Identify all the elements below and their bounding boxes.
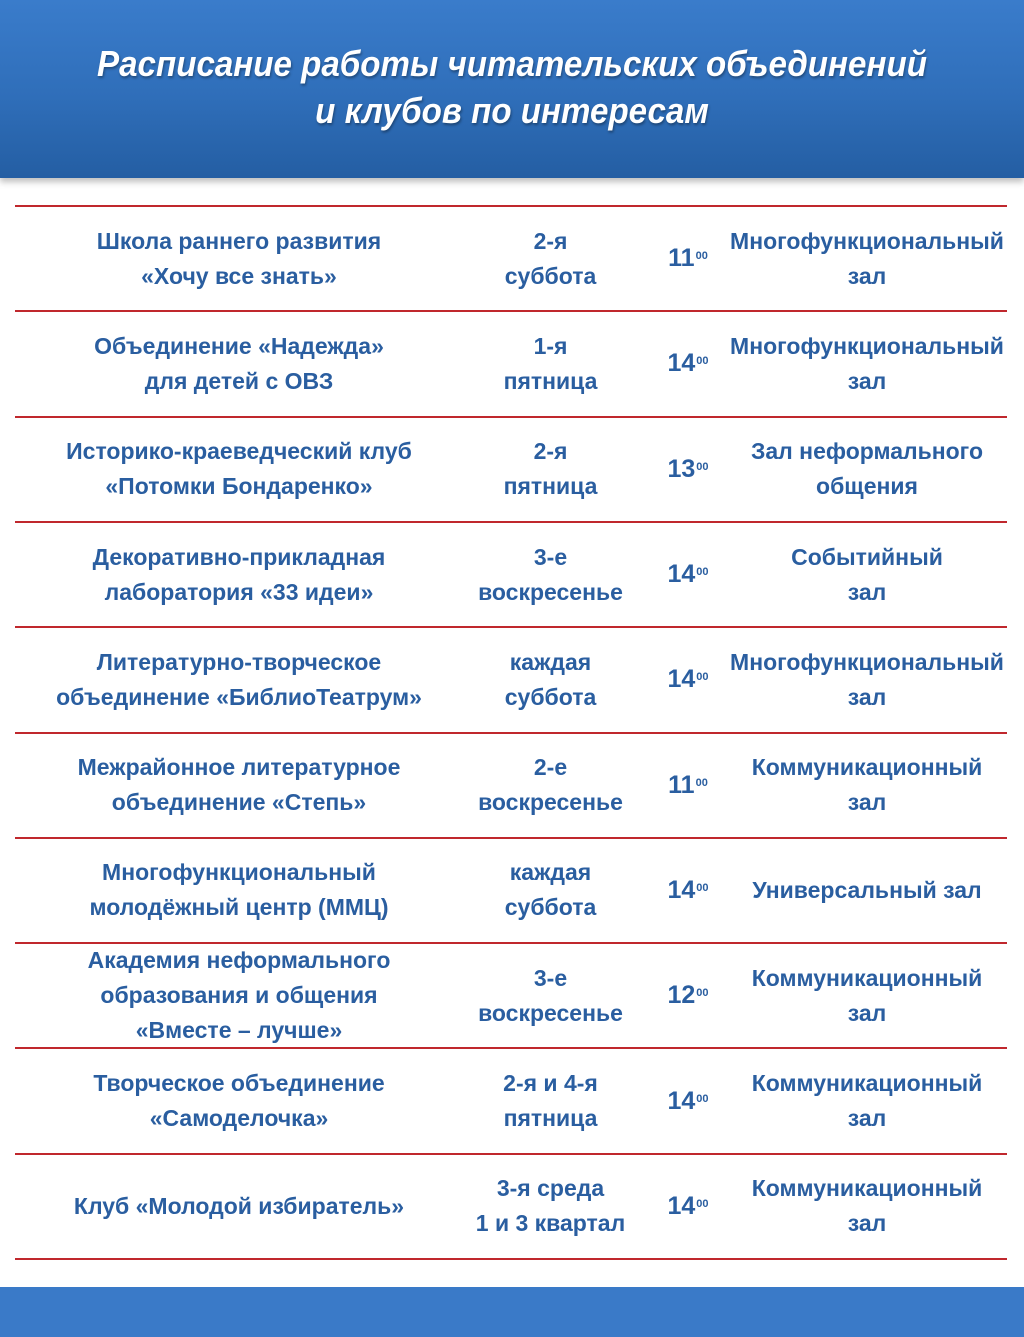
meeting-day-line: 3-е — [533, 964, 568, 991]
meeting-day — [463, 312, 638, 415]
club-name-line: для детей с ОВЗ — [144, 367, 334, 394]
table-row — [15, 207, 1007, 310]
meeting-day-line: 3-я среда — [496, 1175, 605, 1202]
page-title-line-1: Расписание работы читательских объединений — [97, 43, 927, 84]
hall-name-line: общения — [816, 473, 918, 500]
club-name-line: «Самоделочка» — [149, 1105, 329, 1132]
meeting-time-hours: 14 — [667, 1191, 696, 1220]
hall-name-line: зал — [847, 367, 887, 394]
hall-name-line: Универсальный зал — [752, 876, 982, 903]
meeting-day-line: каждая — [509, 859, 592, 886]
meeting-time-hours: 14 — [667, 349, 696, 378]
meeting-time-minutes: 00 — [696, 566, 709, 579]
club-name-line: лаборатория «33 идеи» — [104, 578, 374, 605]
meeting-time-hours: 11 — [668, 244, 695, 273]
hall-name — [721, 523, 1013, 626]
hall-name-line: Событийный — [791, 543, 943, 570]
club-name-line: образования и общения — [100, 982, 378, 1009]
meeting-time-minutes: 00 — [696, 460, 709, 473]
meeting-day-line: суббота — [504, 262, 597, 289]
meeting-day-line: пятница — [503, 473, 598, 500]
table-row — [15, 1049, 1007, 1152]
hall-name — [721, 628, 1013, 731]
meeting-day — [463, 628, 638, 731]
meeting-time-minutes: 00 — [696, 1197, 709, 1210]
meeting-time-hours: 13 — [667, 454, 696, 483]
meeting-time-hours: 12 — [667, 981, 696, 1010]
hall-name-line: зал — [847, 1105, 887, 1132]
hall-name — [721, 418, 1013, 521]
meeting-time-value — [668, 241, 708, 276]
meeting-time-minutes: 00 — [696, 355, 709, 368]
club-name — [15, 1155, 463, 1258]
table-row — [15, 523, 1007, 626]
meeting-day-line: 2-я и 4-я — [503, 1070, 598, 1097]
hall-name-line: зал — [847, 578, 887, 605]
club-name-line: «Потомки Бондаренко» — [105, 473, 373, 500]
meeting-day — [463, 207, 638, 310]
meeting-day — [463, 1155, 638, 1258]
hall-name-line: зал — [847, 789, 887, 816]
hall-name — [721, 944, 1013, 1047]
meeting-day-line: 3-е — [533, 543, 568, 570]
club-name-line: Межрайонное литературное — [77, 754, 401, 781]
meeting-time-hours: 14 — [667, 1086, 696, 1115]
meeting-day-line: воскресенье — [478, 999, 623, 1026]
hall-name — [721, 734, 1013, 837]
club-name — [15, 734, 463, 837]
meeting-time-value — [667, 1084, 708, 1119]
club-name-line: Школа раннего развития — [96, 227, 382, 254]
page-title-line-2: и клубов по интересам — [315, 90, 709, 131]
meeting-day — [463, 418, 638, 521]
club-name-line: объединение «БиблиоТеатрум» — [56, 683, 422, 710]
meeting-day-line: 1 и 3 квартал — [475, 1210, 626, 1237]
hall-name-line: Зал неформального — [750, 438, 984, 465]
meeting-day-line: 2-е — [533, 754, 568, 781]
table-row — [15, 418, 1007, 521]
hall-name-line: Многофункциональный — [730, 332, 1004, 359]
club-name-line: Объединение «Надежда» — [94, 332, 384, 359]
meeting-time-value — [667, 873, 708, 908]
meeting-day-line: воскресенье — [478, 789, 623, 816]
meeting-day-line: 2-я — [533, 227, 568, 254]
club-name — [15, 418, 463, 521]
club-name-line: Академия неформального — [87, 947, 391, 974]
hall-name-line: зал — [847, 262, 887, 289]
table-row — [15, 1155, 1007, 1258]
hall-name-line: Коммуникационный — [751, 964, 983, 991]
row-divider — [15, 1258, 1007, 1260]
club-name-line: Историко-краеведческий клуб — [66, 438, 412, 465]
club-name-line: Декоративно-прикладная — [92, 543, 386, 570]
meeting-day-line: суббота — [504, 894, 597, 921]
hall-name-line: зал — [847, 1210, 887, 1237]
meeting-time-minutes: 00 — [695, 250, 708, 263]
table-row — [15, 312, 1007, 415]
meeting-day-line: воскресенье — [478, 578, 623, 605]
meeting-day — [463, 1049, 638, 1152]
meeting-day — [463, 734, 638, 837]
meeting-day — [463, 839, 638, 942]
club-name — [15, 312, 463, 415]
meeting-day-line: каждая — [509, 648, 592, 675]
meeting-time-minutes: 00 — [696, 671, 709, 684]
club-name — [15, 628, 463, 731]
meeting-time-minutes: 00 — [696, 1092, 709, 1105]
club-name-line: «Хочу все знать» — [141, 262, 337, 289]
club-name-line: объединение «Степь» — [111, 789, 367, 816]
hall-name — [721, 207, 1013, 310]
club-name — [15, 944, 463, 1047]
table-row — [15, 628, 1007, 731]
page-title — [41, 40, 983, 134]
meeting-time-hours: 14 — [667, 665, 696, 694]
meeting-time-minutes: 00 — [696, 987, 709, 1000]
hall-name-line: Коммуникационный — [751, 754, 983, 781]
meeting-day-line: 1-я — [533, 332, 568, 359]
meeting-time-value — [668, 768, 708, 803]
table-row — [15, 839, 1007, 942]
club-name-line: Клуб «Молодой избиратель» — [73, 1192, 405, 1219]
header-banner — [0, 0, 1024, 178]
hall-name — [721, 1049, 1013, 1152]
meeting-day — [463, 523, 638, 626]
meeting-day-line: 2-я — [533, 438, 568, 465]
meeting-day-line: пятница — [503, 1105, 598, 1132]
meeting-day — [463, 944, 638, 1047]
club-name — [15, 523, 463, 626]
meeting-day-line: пятница — [503, 367, 598, 394]
meeting-time-value — [667, 978, 708, 1013]
hall-name-line: Коммуникационный — [751, 1175, 983, 1202]
hall-name — [721, 839, 1013, 942]
table-row — [15, 734, 1007, 837]
meeting-time-value — [667, 557, 708, 592]
meeting-time-value — [667, 452, 708, 487]
club-name — [15, 1049, 463, 1152]
table-row — [15, 944, 1007, 1047]
club-name-line: молодёжный центр (ММЦ) — [89, 894, 389, 921]
meeting-time-hours: 14 — [667, 560, 696, 589]
club-name-line: «Вместе – лучше» — [135, 1017, 343, 1044]
club-name-line: Творческое объединение — [93, 1070, 385, 1097]
hall-name-line: зал — [847, 683, 887, 710]
meeting-time-value — [667, 346, 708, 381]
meeting-time-value — [667, 662, 708, 697]
meeting-time-minutes: 00 — [695, 776, 708, 789]
hall-name-line: Многофункциональный — [730, 648, 1004, 675]
hall-name — [721, 312, 1013, 415]
meeting-day-line: суббота — [504, 683, 597, 710]
club-name-line: Многофункциональный — [102, 859, 376, 886]
hall-name-line: зал — [847, 999, 887, 1026]
meeting-time-value — [667, 1189, 708, 1224]
hall-name-line: Коммуникационный — [751, 1070, 983, 1097]
footer-bar — [0, 1287, 1024, 1337]
hall-name — [721, 1155, 1013, 1258]
meeting-time-minutes: 00 — [696, 881, 709, 894]
meeting-time-hours: 14 — [667, 875, 696, 904]
club-name — [15, 839, 463, 942]
club-name — [15, 207, 463, 310]
hall-name-line: Многофункциональный — [730, 227, 1004, 254]
club-name-line: Литературно-творческое — [96, 648, 382, 675]
meeting-time-hours: 11 — [668, 770, 695, 799]
